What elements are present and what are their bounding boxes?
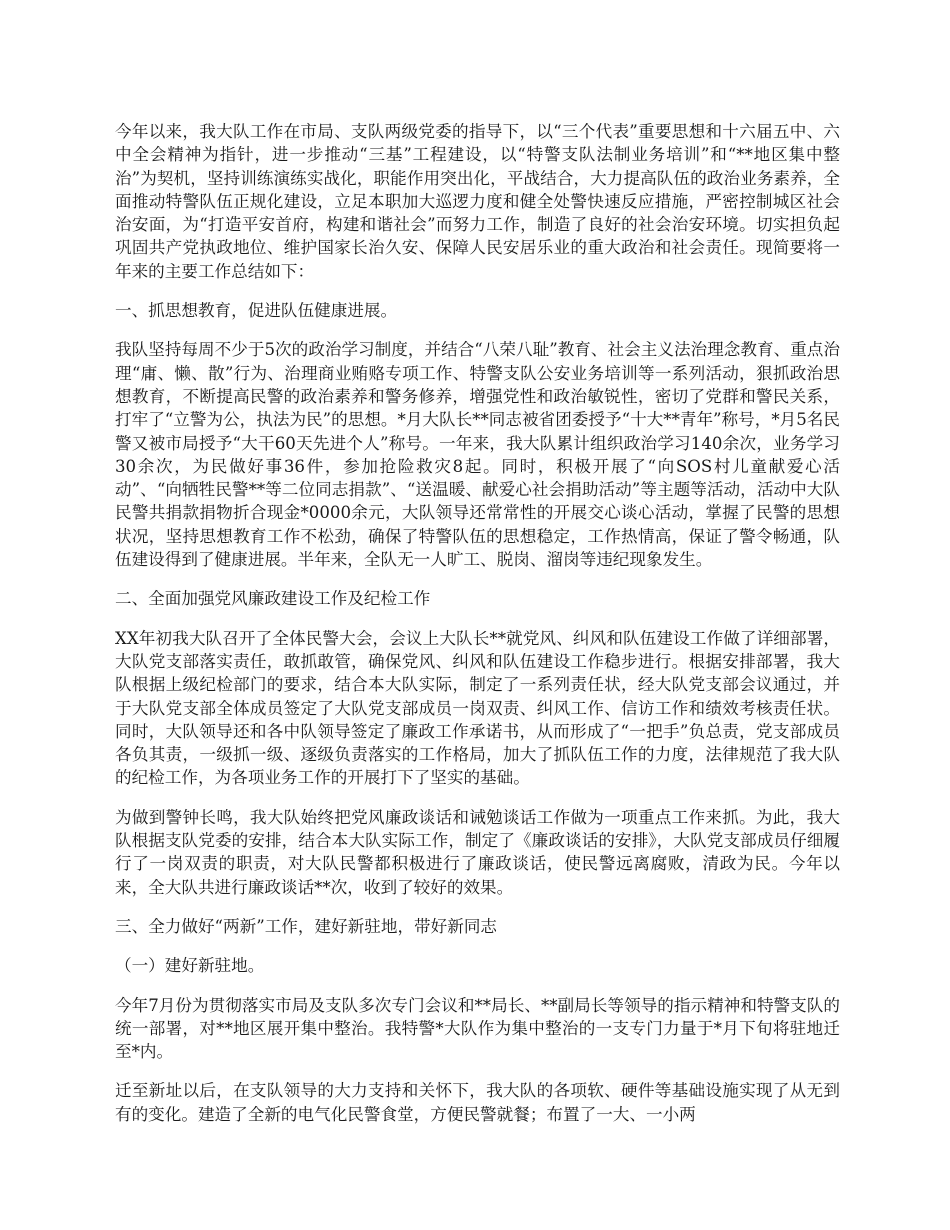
subsection-heading-1: （一）建好新驻地。 xyxy=(115,956,265,976)
document-body xyxy=(115,120,840,1142)
section-heading-3: 三、全力做好“两新”工作，建好新驻地，带好新同志 xyxy=(115,916,498,936)
section-heading-1: 一、抓思想教育，促进队伍健康进展。 xyxy=(115,301,398,321)
section-1-paragraph: 我队坚持每周不少于5次的政治学习制度，并结合“八荣八耻”教育、社会主义法治理念教育、重点治理“庸、懒、散”行为、治理商业贿赂专项工作、特警支队公安业务培训等一系列活动，狠抓政治思想教育，不断提高民警的政治素养和警务修养，增强党性和政治敏锐性，密切了党群和警民关系，打牢了“立警为公，执法为民”的思想。*月大队长**同志被省团委授予“十大**青年”称号，*月5名民警又被市局授予“大干60天先进个人”称号。一年来，我大队累计组织政治学习140余次，业务学习30余次，为民做好事36件，参加抢险救灾8起。同时，积极开展了“向SOS村儿童献爱心活动”、“向牺牲民警**等二位同志捐款”、“送温暖、献爱心社会捐助活动”等主题等活动，活动中大队民警共捐款捐物折合现金*0000余元，大队领导还常常性的开展交心谈心活动，掌握了民警的思想状况，坚持思想教育工作不松劲，确保了特警队伍的思想稳定，工作热情高，保证了警令畅通，队伍建设得到了健康进展。半年来，全队无一人旷工、脱岗、溜岗等违纪现象发生。 xyxy=(115,340,840,570)
section-heading-2: 二、全面加强党风廉政建设工作及纪检工作 xyxy=(115,589,431,609)
section-2-paragraph-1: XX年初我大队召开了全体民警大会，会议上大队长**就党风、纠风和队伍建设工作做了详细部署，大队党支部落实责任，敢抓敢管，确保党风、纠风和队伍建设工作稳步进行。根据安排部署，我大队根据上级纪检部门的要求，结合本大队实际，制定了一系列责任状，经大队党支部会议通过，并于大队党支部全体成员签定了大队党支部成员一岗双责、纠风工作、信访工作和绩效考核责任状。同时，大队领导还和各中队领导签定了廉政工作承诺书，从而形成了“一把手”负总责，党支部成员各负其责，一级抓一级、逐级负责落实的工作格局，加大了抓队伍工作的力度，法律规范了我大队的纪检工作，为各项业务工作的开展打下了坚实的基础。 xyxy=(115,628,840,788)
section-3-paragraph-1: 今年7月份为贯彻落实市局及支队多次专门会议和**局长、**副局长等领导的指示精神和特警支队的统一部署，对**地区展开集中整治。我特警*大队作为集中整治的一支专门力量于*月下旬将驻地迁至*内。 xyxy=(115,995,840,1062)
section-2-paragraph-2: 为做到警钟长鸣，我大队始终把党风廉政谈话和诫勉谈话工作做为一项重点工作来抓。为此，我大队根据支队党委的安排，结合本大队实际工作，制定了《廉政谈话的安排》，大队党支部成员仔细履行了一岗双责的职责，对大队民警都积极进行了廉政谈话，使民警远离腐败，清政为民。今年以来，全大队共进行廉政谈话**次，收到了较好的效果。 xyxy=(115,807,840,897)
intro-paragraph: 今年以来，我大队工作在市局、支队两级党委的指导下，以“三个代表”重要思想和十六届五中、六中全会精神为指针，进一步推动“三基”工程建设，以“特警支队法制业务培训”和“**地区集中整治”为契机，坚持训练演练实战化，职能作用突出化，平战结合，大力提高队伍的政治业务素养，全面推动特警队伍正规化建设，立足本职加大巡逻力度和健全处警快速反应措施，严密控制城区社会治安面，为“打造平安首府，构建和谐社会”而努力工作，制造了良好的社会治安环境。切实担负起巩固共产党执政地位、维护国家长治久安、保障人民安居乐业的重大政治和社会责任。现简要将一年来的主要工作总结如下： xyxy=(115,122,840,281)
section-3-paragraph-2: 迁至新址以后，在支队领导的大力支持和关怀下，我大队的各项软、硬件等基础设施实现了从无到有的变化。建造了全新的电气化民警食堂，方便民警就餐；布置了一大、一小两 xyxy=(115,1081,840,1124)
